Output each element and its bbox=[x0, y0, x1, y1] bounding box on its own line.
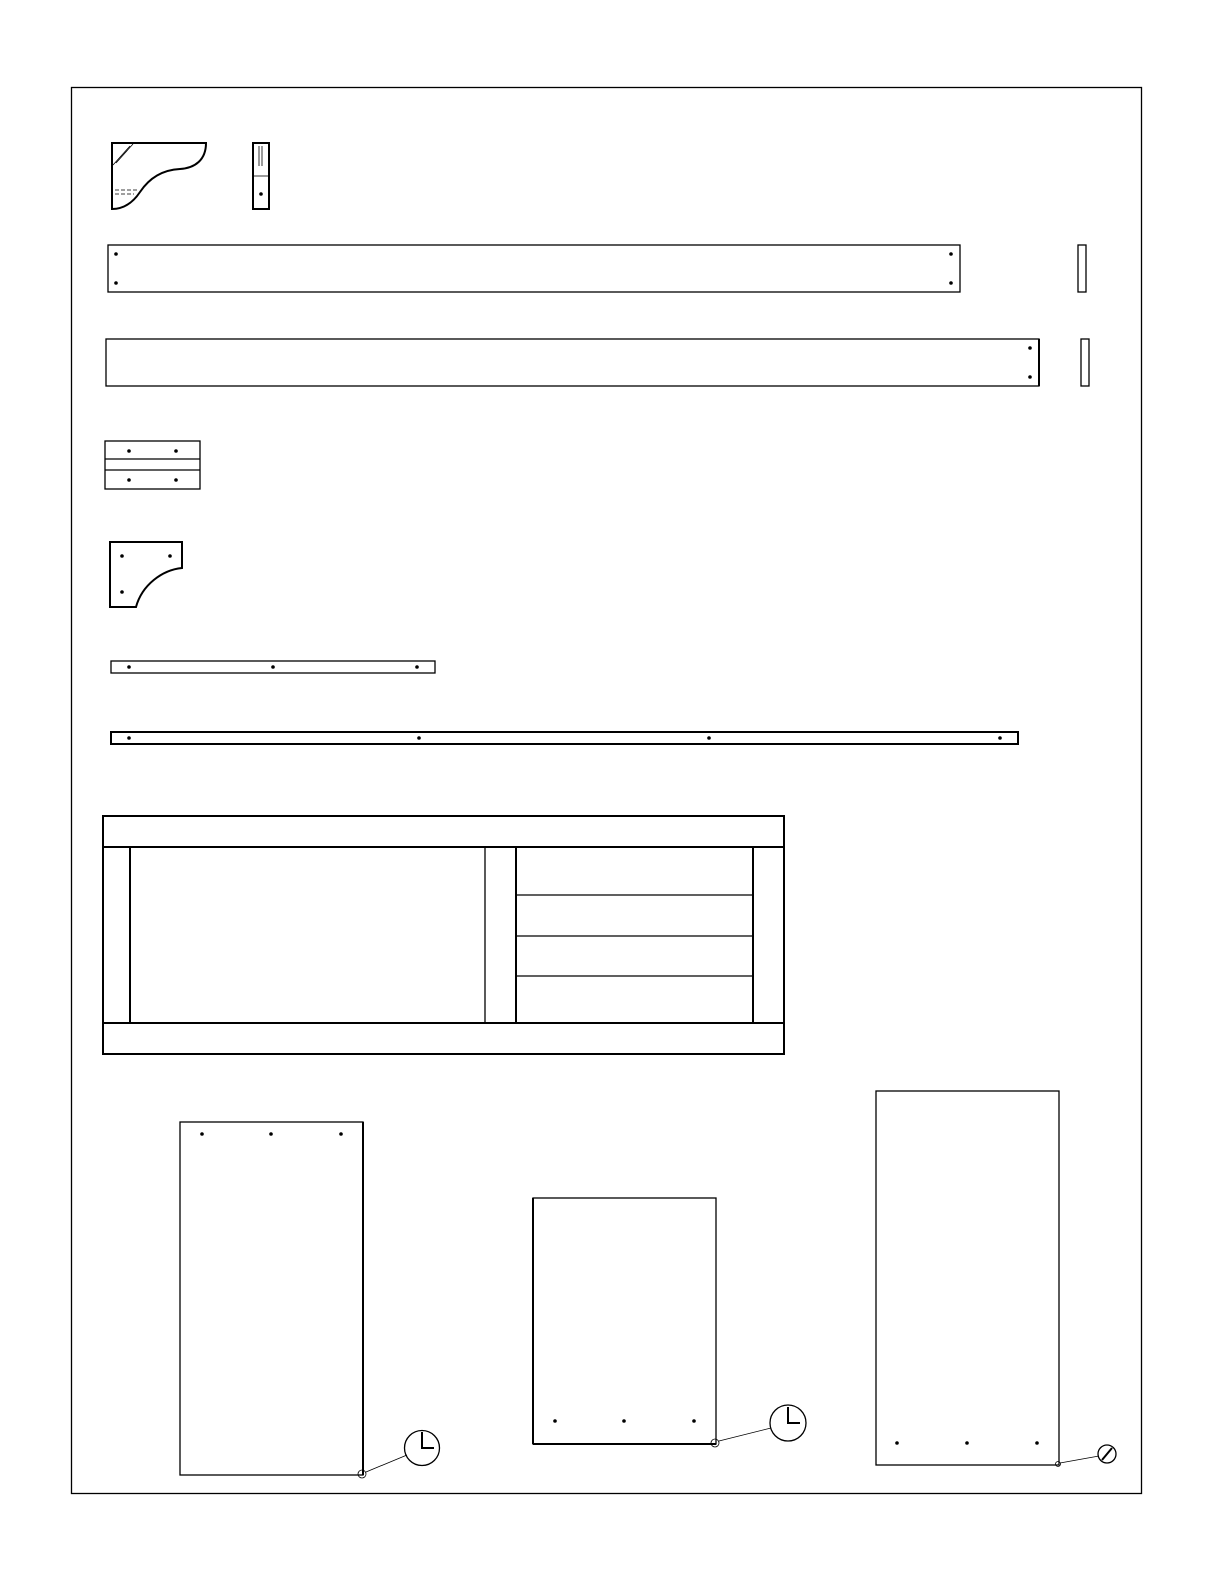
curved-bracket bbox=[112, 143, 206, 209]
long-rail-1 bbox=[108, 245, 960, 292]
side-panel-left bbox=[180, 1122, 440, 1478]
long-rail-1-end-profile bbox=[1078, 245, 1086, 292]
long-rail-2-end-profile bbox=[1081, 339, 1089, 386]
corner-brace bbox=[110, 542, 182, 607]
long-slat bbox=[111, 732, 1018, 744]
drawing-frame bbox=[72, 88, 1142, 1494]
short-slat bbox=[111, 661, 435, 673]
back-panel-small bbox=[533, 1198, 806, 1447]
side-panel-right bbox=[876, 1091, 1116, 1467]
long-rail-2 bbox=[106, 339, 1039, 386]
connector-block bbox=[253, 143, 269, 209]
front-frame bbox=[103, 816, 784, 1054]
cleat-pair bbox=[105, 441, 200, 489]
